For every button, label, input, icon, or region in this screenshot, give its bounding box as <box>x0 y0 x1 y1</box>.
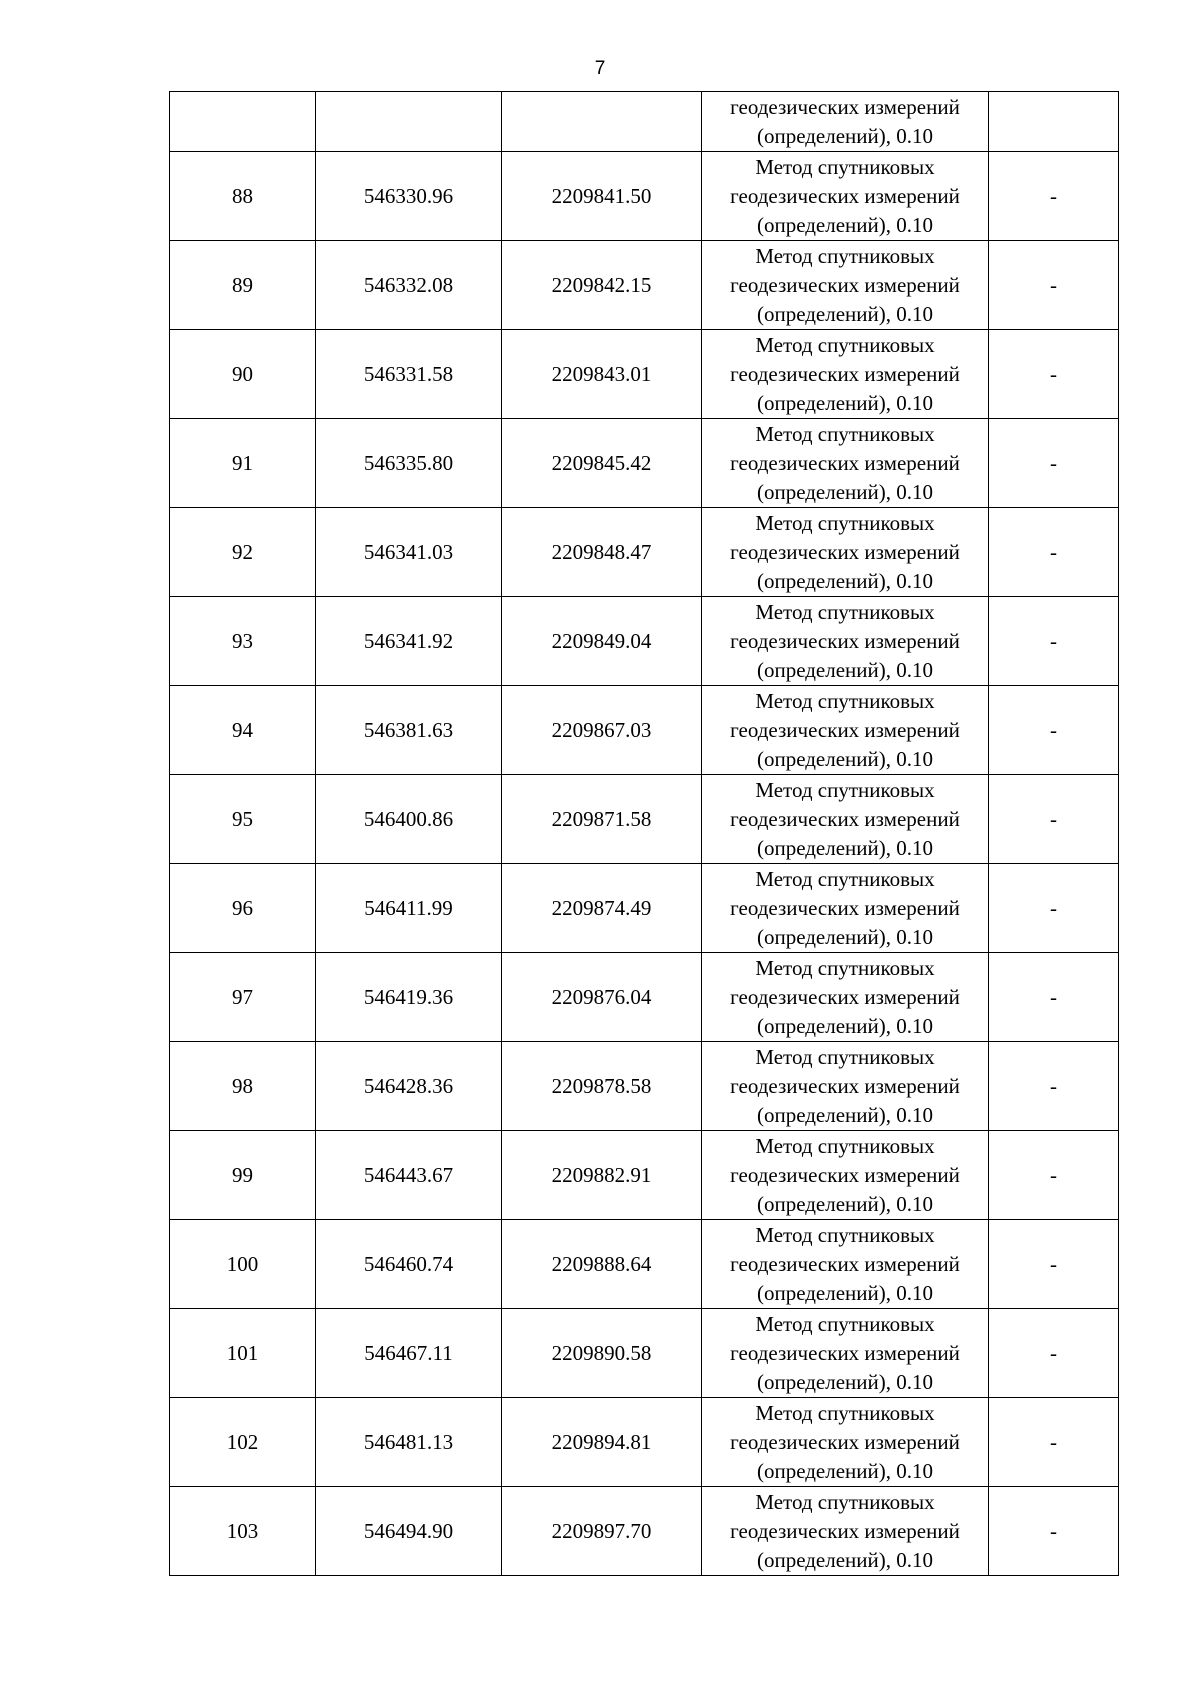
method-line-2: геодезических измерений <box>730 272 960 297</box>
x-coordinate-cell: 546332.08 <box>316 241 502 330</box>
method-line-1: Метод спутниковых <box>755 243 935 268</box>
table-row <box>170 953 1119 1042</box>
method-line-3: (определений), 0.10 <box>756 123 934 148</box>
y-coordinate-cell: 2209876.04 <box>502 953 702 1042</box>
method-line-3: (определений), 0.10 <box>756 924 934 949</box>
table-row <box>170 864 1119 953</box>
method-cell <box>702 1487 989 1576</box>
y-coordinate-cell: 2209890.58 <box>502 1309 702 1398</box>
note-cell: - <box>989 686 1119 775</box>
method-line-1: Метод спутниковых <box>755 1133 935 1158</box>
y-coordinate-cell: 2209888.64 <box>502 1220 702 1309</box>
method-line-2: геодезических измерений <box>730 717 960 742</box>
y-coordinate-cell: 2209841.50 <box>502 152 702 241</box>
x-coordinate-cell: 546400.86 <box>316 775 502 864</box>
method-line-3: (определений), 0.10 <box>756 1280 934 1305</box>
table-row <box>170 330 1119 419</box>
point-number-cell: 93 <box>170 597 316 686</box>
method-line-1: Метод спутниковых <box>755 955 935 980</box>
point-number-cell: 88 <box>170 152 316 241</box>
y-coordinate-cell: 2209894.81 <box>502 1398 702 1487</box>
method-cell <box>702 508 989 597</box>
method-cell <box>702 1042 989 1131</box>
y-coordinate-cell: 2209882.91 <box>502 1131 702 1220</box>
x-coordinate-cell: 546481.13 <box>316 1398 502 1487</box>
method-line-3: (определений), 0.10 <box>756 1458 934 1483</box>
method-line-2: геодезических измерений <box>730 806 960 831</box>
method-line-2: геодезических измерений <box>730 1251 960 1276</box>
point-number-cell: 92 <box>170 508 316 597</box>
method-line-2: геодезических измерений <box>730 539 960 564</box>
point-number-cell: 99 <box>170 1131 316 1220</box>
method-line-1: Метод спутниковых <box>755 510 935 535</box>
method-line-1: Метод спутниковых <box>755 1044 935 1069</box>
note-cell: - <box>989 597 1119 686</box>
method-line-3: (определений), 0.10 <box>756 1547 934 1572</box>
method-line-2: геодезических измерений <box>730 895 960 920</box>
method-line-3: (определений), 0.10 <box>756 301 934 326</box>
y-coordinate-cell: 2209871.58 <box>502 775 702 864</box>
method-cell <box>702 1131 989 1220</box>
note-cell: - <box>989 953 1119 1042</box>
table-row <box>170 1487 1119 1576</box>
table-row-continuation <box>170 92 1119 152</box>
table-row <box>170 152 1119 241</box>
method-cell <box>702 152 989 241</box>
note-cell: - <box>989 152 1119 241</box>
table-row <box>170 1309 1119 1398</box>
x-coordinate-cell: 546341.03 <box>316 508 502 597</box>
method-line-2: геодезических измерений <box>730 1073 960 1098</box>
note-cell: - <box>989 775 1119 864</box>
note-cell: - <box>989 1398 1119 1487</box>
method-line-2: геодезических измерений <box>730 1340 960 1365</box>
method-cell <box>702 1398 989 1487</box>
method-line-2: геодезических измерений <box>730 450 960 475</box>
point-number-cell: 97 <box>170 953 316 1042</box>
method-line-1: Метод спутниковых <box>755 421 935 446</box>
x-coordinate-cell: 546331.58 <box>316 330 502 419</box>
method-line-2: геодезических измерений <box>730 1162 960 1187</box>
method-cell <box>702 597 989 686</box>
x-coordinate-cell: 546419.36 <box>316 953 502 1042</box>
method-line-3: (определений), 0.10 <box>756 657 934 682</box>
note-cell: - <box>989 1487 1119 1576</box>
method-line-1: Метод спутниковых <box>755 1311 935 1336</box>
method-line-3: (определений), 0.10 <box>756 746 934 771</box>
method-line-3: (определений), 0.10 <box>756 568 934 593</box>
x-coordinate-cell: 546428.36 <box>316 1042 502 1131</box>
y-coordinate-cell: 2209842.15 <box>502 241 702 330</box>
point-number-cell <box>170 92 316 152</box>
note-cell: - <box>989 1131 1119 1220</box>
page-number: 7 <box>594 58 606 79</box>
note-cell: - <box>989 241 1119 330</box>
method-line-1: Метод спутниковых <box>755 332 935 357</box>
note-cell: - <box>989 864 1119 953</box>
method-line-1: Метод спутниковых <box>755 154 935 179</box>
point-number-cell: 95 <box>170 775 316 864</box>
y-coordinate-cell: 2209867.03 <box>502 686 702 775</box>
method-cell <box>702 953 989 1042</box>
table-row <box>170 1398 1119 1487</box>
method-line-3: (определений), 0.10 <box>756 835 934 860</box>
method-cell <box>702 1220 989 1309</box>
method-cell <box>702 92 989 152</box>
x-coordinate-cell: 546335.80 <box>316 419 502 508</box>
method-line-1: Метод спутниковых <box>755 866 935 891</box>
point-number-cell: 96 <box>170 864 316 953</box>
table-row <box>170 241 1119 330</box>
y-coordinate-cell: 2209878.58 <box>502 1042 702 1131</box>
note-cell: - <box>989 1220 1119 1309</box>
method-line-3: (определений), 0.10 <box>756 479 934 504</box>
method-line-3: (определений), 0.10 <box>756 1013 934 1038</box>
x-coordinate-cell: 546341.92 <box>316 597 502 686</box>
x-coordinate-cell: 546411.99 <box>316 864 502 953</box>
point-number-cell: 89 <box>170 241 316 330</box>
table-row <box>170 508 1119 597</box>
x-coordinate-cell: 546381.63 <box>316 686 502 775</box>
x-coordinate-cell: 546443.67 <box>316 1131 502 1220</box>
method-line-1: Метод спутниковых <box>755 688 935 713</box>
method-line-3: (определений), 0.10 <box>756 1191 934 1216</box>
method-cell <box>702 419 989 508</box>
method-line-2: геодезических измерений <box>730 1429 960 1454</box>
y-coordinate-cell: 2209845.42 <box>502 419 702 508</box>
x-coordinate-cell: 546330.96 <box>316 152 502 241</box>
method-line-3: (определений), 0.10 <box>756 212 934 237</box>
method-line-2: геодезических измерений <box>730 628 960 653</box>
method-line-3: (определений), 0.10 <box>756 1369 934 1394</box>
x-coordinate-cell <box>316 92 502 152</box>
point-number-cell: 103 <box>170 1487 316 1576</box>
method-cell <box>702 330 989 419</box>
y-coordinate-cell: 2209897.70 <box>502 1487 702 1576</box>
point-number-cell: 101 <box>170 1309 316 1398</box>
point-number-cell: 100 <box>170 1220 316 1309</box>
table-row <box>170 1042 1119 1131</box>
method-line-1: Метод спутниковых <box>755 1489 935 1514</box>
method-cell <box>702 241 989 330</box>
method-line-3: (определений), 0.10 <box>756 1102 934 1127</box>
y-coordinate-cell: 2209874.49 <box>502 864 702 953</box>
point-number-cell: 91 <box>170 419 316 508</box>
x-coordinate-cell: 546467.11 <box>316 1309 502 1398</box>
y-coordinate-cell: 2209849.04 <box>502 597 702 686</box>
x-coordinate-cell: 546460.74 <box>316 1220 502 1309</box>
y-coordinate-cell: 2209848.47 <box>502 508 702 597</box>
note-cell: - <box>989 330 1119 419</box>
x-coordinate-cell: 546494.90 <box>316 1487 502 1576</box>
method-cell <box>702 1309 989 1398</box>
method-cell <box>702 686 989 775</box>
method-line-1: Метод спутниковых <box>755 1400 935 1425</box>
table-row <box>170 597 1119 686</box>
method-line-2: геодезических измерений <box>730 1518 960 1543</box>
table-row <box>170 1220 1119 1309</box>
method-line-2: геодезических измерений <box>730 361 960 386</box>
coordinates-table-body <box>170 92 1119 1576</box>
method-line-1: Метод спутниковых <box>755 1222 935 1247</box>
note-cell <box>989 92 1119 152</box>
point-number-cell: 94 <box>170 686 316 775</box>
method-cell <box>702 864 989 953</box>
method-line-2: геодезических измерений <box>730 984 960 1009</box>
note-cell: - <box>989 1042 1119 1131</box>
table-row <box>170 775 1119 864</box>
table-row <box>170 419 1119 508</box>
point-number-cell: 102 <box>170 1398 316 1487</box>
note-cell: - <box>989 508 1119 597</box>
note-cell: - <box>989 1309 1119 1398</box>
method-line-2: геодезических измерений <box>730 94 960 119</box>
point-number-cell: 90 <box>170 330 316 419</box>
method-line-2: геодезических измерений <box>730 183 960 208</box>
point-number-cell: 98 <box>170 1042 316 1131</box>
coordinates-table <box>169 91 1119 1576</box>
method-line-1: Метод спутниковых <box>755 599 935 624</box>
table-row <box>170 686 1119 775</box>
y-coordinate-cell: 2209843.01 <box>502 330 702 419</box>
method-cell <box>702 775 989 864</box>
method-line-3: (определений), 0.10 <box>756 390 934 415</box>
table-row <box>170 1131 1119 1220</box>
method-line-1: Метод спутниковых <box>755 777 935 802</box>
y-coordinate-cell <box>502 92 702 152</box>
note-cell: - <box>989 419 1119 508</box>
